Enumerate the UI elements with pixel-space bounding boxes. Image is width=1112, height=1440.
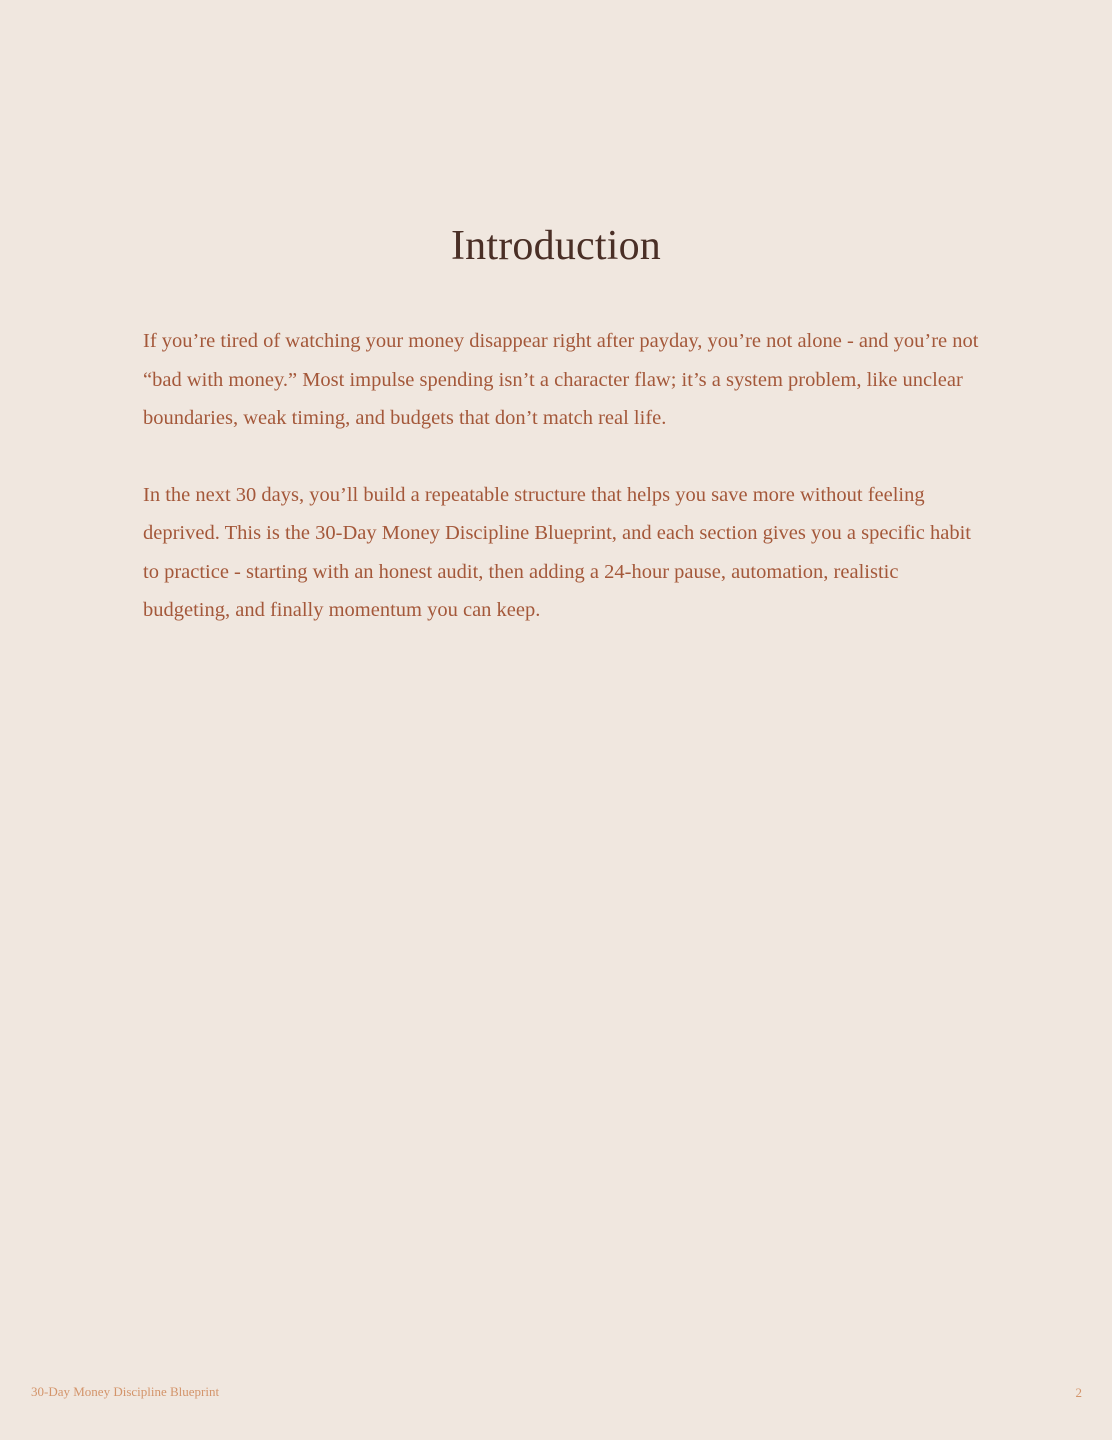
introduction-body [143,322,983,668]
page-number: 2 [1075,1385,1082,1400]
paragraph: If you’re tired of watching your money disappear right after payday, you’re not alone - and you’re not “bad with money.” Most impulse spending isn’t a character flaw; it’s a system problem, like unclear boundaries, weak timing, and budgets that don’t match real life. [143,330,979,429]
page-title: Introduction [450,223,662,269]
paragraph: In the next 30 days, you’ll build a repeatable structure that helps you save more without feeling deprived. This is the 30-Day Money Discipline Blueprint, and each section gives you a specific habit to practice - starting with an honest audit, then adding a 24-hour pause, automation, realistic budgeting, and finally momentum you can keep. [143,483,971,621]
footer-document-title: 30-Day Money Discipline Blueprint [31,1384,220,1399]
